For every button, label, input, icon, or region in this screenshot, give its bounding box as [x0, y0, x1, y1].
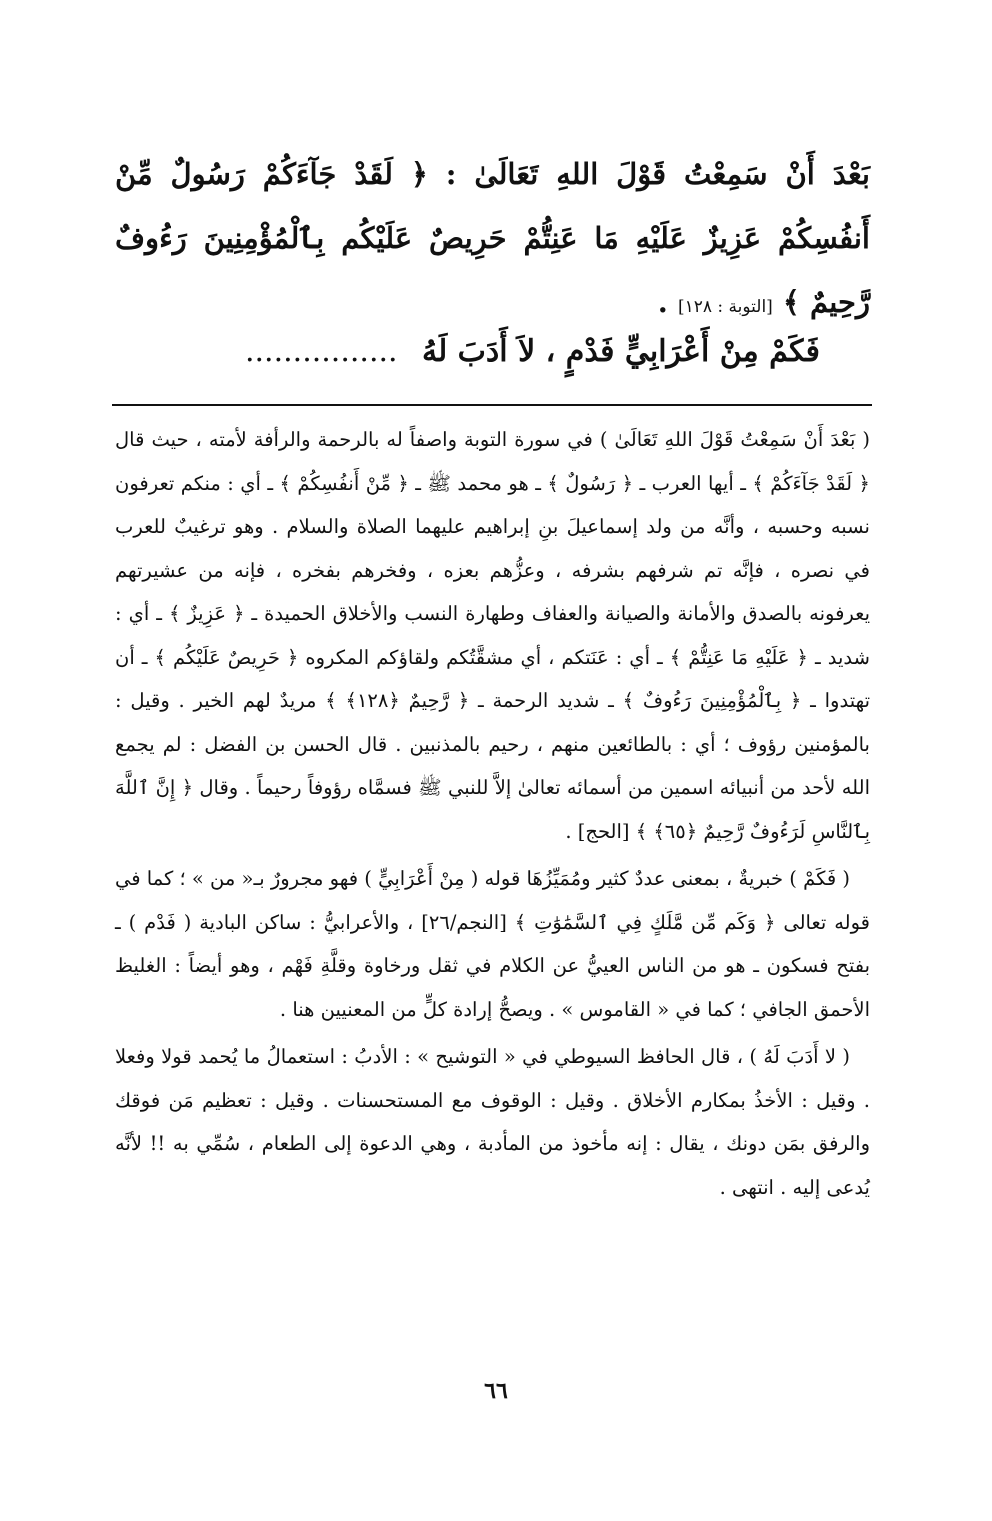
commentary-paragraph-3: ( لا أَدَبَ لَهُ ) ، قال الحافظ السيوطي في « التوشيح » : الأدبُ : استعمالُ ما يُحمد قولا وفعلا . وقيل : الأخذُ بمكارم الأخلاق . وقيل : الوقوف مع المستحسنات . وقيل : تعظيم مَن فوقك والرفق بمَن دونك ، يقال : إنه مأخوذ من المأدبة ، وهي الدعوة إلى الطعام ، سُمِّي به !! لأنَّه يُدعى إليه . انتهى . [115, 1045, 870, 1199]
poem-text: فَكَمْ مِنْ أَعْرَابِيٍّ فَدْمٍ ، لاَ أَدَبَ لَهُ [422, 334, 820, 369]
commentary-paragraph-1: ( بَعْدَ أَنْ سَمِعْتُ قَوْلَ اللهِ تَعَالَىٰ ) في سورة التوبة واصفاً له بالرحمة والرأفة لأمته ، حيث قال ﴿ لَقَدْ جَآءَكُمْ ﴾ ـ أيها العرب ـ ﴿ رَسُولٌ ﴾ ـ هو محمد ﷺ ـ ﴿ مِّنْ أَنفُسِكُمْ ﴾ ـ أي : منكم تعرفون نسبه وحسبه ، وأنَّه من ولد إسماعيلَ بنِ إبراهيم عليهما الصلاة والسلام . وهو ترغيبٌ للعرب في نصره ، فإنَّه تم شرفهم بشرفه ، وعزُّهم بعزه ، وفخرهم بفخره ، فإنه من عشيرتهم يعرفونه بالصدق والأمانة والصيانة والعفاف وطهارة النسب والأخلاق الحميدة ـ ﴿ عَزِيزٌ ﴾ ـ أي : شديد ـ ﴿ عَلَيْهِ مَا عَنِتُّمْ ﴾ ـ أي : عَنَتكم ، أي مشقَّتُكم ولقاؤكم المكروه ﴿ حَرِيصٌ عَلَيْكُم ﴾ ـ أن تهتدوا ـ ﴿ بِٱلْمُؤْمِنِينَ رَءُوفٌ ﴾ ـ شديد الرحمة ـ ﴿ رَّحِيمٌ ﴿١٢٨﴾ ﴾ مريدٌ لهم الخير . وقيل : بالمؤمنين رؤوف ؛ أي : بالطائعين منهم ، رحيم بالمذنبين . قال الحسن بن الفضل : لم يجمع الله لأحد من أنبيائه اسمين من أسمائه تعالىٰ إلاَّ للنبي ﷺ فسمَّاه رؤوفاً رحيماً . وقال ﴿ إِنَّ ٱللَّهَ بِٱلنَّاسِ لَرَءُوفٌ رَّحِيمٌ ﴿٦٥﴾ ﴾ [الحج] . [115, 428, 871, 843]
page-number: ٦٦ [484, 1378, 508, 1404]
commentary-block [115, 418, 870, 1209]
quran-verse: ﴿ لَقَدْ جَآءَكُمْ رَسُولٌ مِّنْ أَنفُسِكُمْ عَزِيزٌ عَلَيْهِ مَا عَنِتُّمْ حَرِيصٌ عَلَيْكُم بِٱلْمُؤْمِنِينَ رَءُوفٌ رَّحِيمٌ ﴾ [115, 157, 870, 319]
main-text-block [115, 142, 870, 339]
poem-dots: ................ [244, 334, 398, 369]
main-paragraph [115, 142, 870, 339]
verse-end-mark: . [657, 285, 668, 319]
verse-reference: [التوبة : ١٢٨] [677, 297, 773, 317]
commentary-paragraph-2: ( فَكَمْ ) خبريةٌ ، بمعنى عددٌ كثير ومُمَيِّزُهَا قوله ( مِنْ أَعْرَابِيٍّ ) فهو مجرورٌ بـ« من » ؛ كما في قوله تعالى ﴿ وَكَم مِّن مَّلَكٍ فِي ٱلسَّمَٰوَٰتِ ﴾ [النجم/٢٦] ، والأعرابيُّ : ساكن البادية ( فَدْم ) ـ بفتح فسكون ـ هو من الناس العييُّ عن الكلام في ثقل ورخاوة وقلَّةِ فَهْم ، وهو أيضاً : الغليظ الأحمق الجافي ؛ كما في « القاموس » . ويصحُّ إرادة كلٍّ من المعنيين هنا . [115, 867, 870, 1021]
poem-line [115, 322, 820, 382]
main-intro: بَعْدَ أَنْ سَمِعْتُ قَوْلَ اللهِ تَعَالَىٰ : [445, 157, 871, 191]
footnote-divider [112, 404, 872, 406]
